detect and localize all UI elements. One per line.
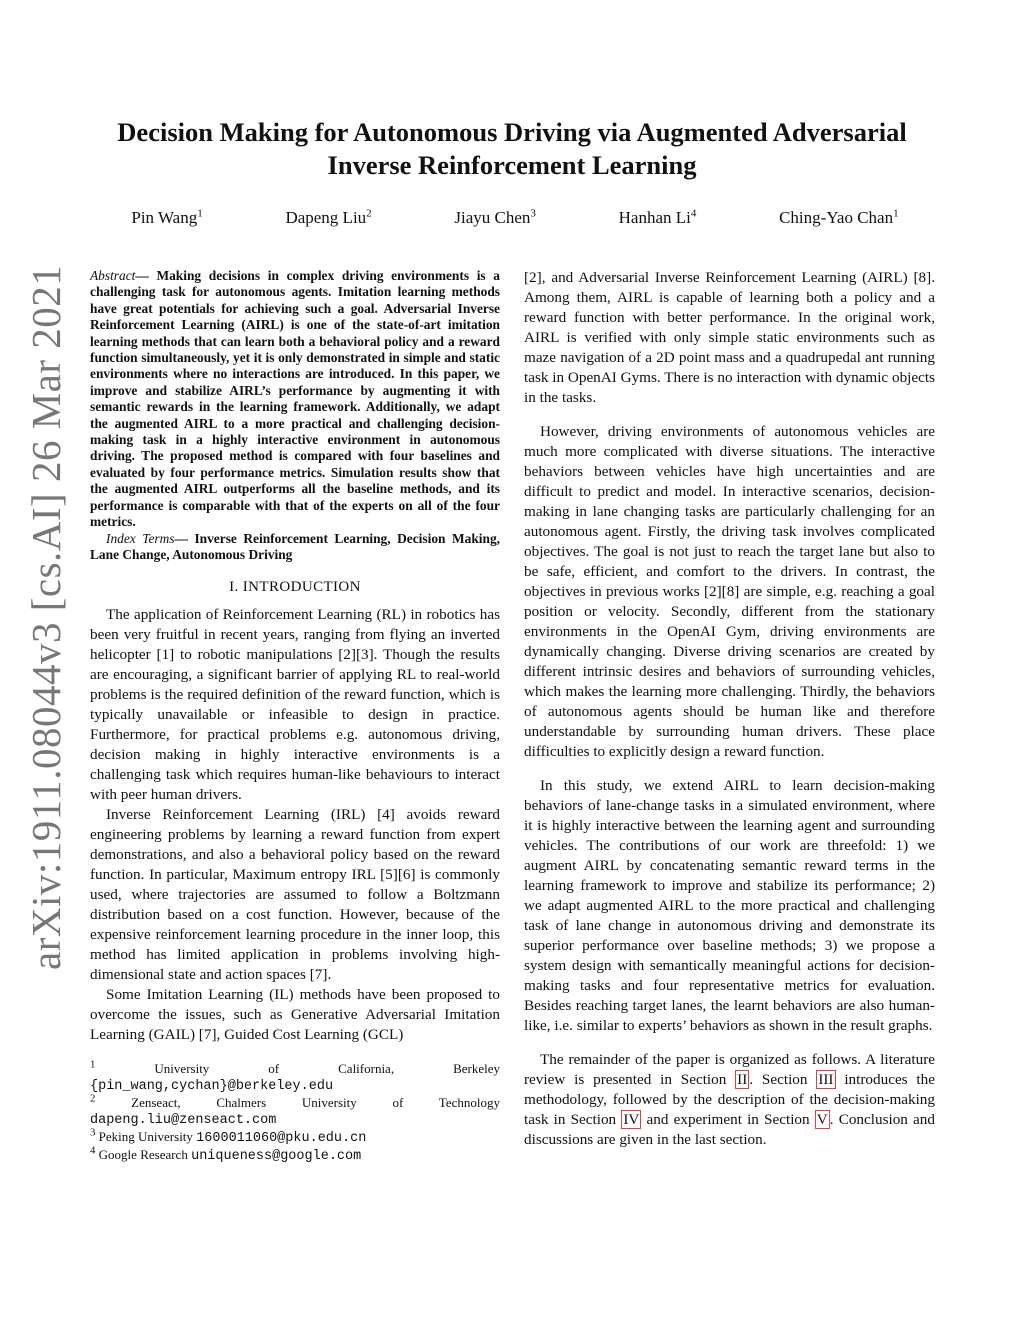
paragraph: Some Imitation Learning (IL) methods have been proposed to overcome the issues, such as Generative Adversarial Imitation Learning (GAIL) [7], Guided Cost Learning (GCL) xyxy=(90,986,500,1044)
author-list xyxy=(90,208,940,228)
footnote: $^4$ Google Research uniqueness@google.com xyxy=(90,1144,362,1165)
footnotes xyxy=(90,1058,500,1165)
paragraph: However, driving environments of autonomous vehicles are much more complicated with diverse situations. The interactive behaviors between vehicles have high uncertainties and are difficult to predict and model. In interactive scenarios, decision-making in lane changing tasks are particularly challenging for an autonomous agent. Firstly, the driving task involves complicated objectives. The goal is not just to reach the target lane but also to be safe, efficient, and comfort to the drivers. In contrast, the objectives in previous works [2][8] are simple, e.g. reaching a goal position or velocity. Secondly, different from the stationary environments in the OpenAI Gym, driving environments are dynamically changing. Diverse driving scenarios are created by different intrinsic desires and behaviors of surrounding vehicles, which makes the learning more challenging. Thirdly, the behaviors of autonomous agents should be human like and therefore understandable by surrounding human drivers. These place difficulties to explicitly design a reward function. xyxy=(524,423,935,760)
paragraph: In this study, we extend AIRL to learn decision-making behaviors of lane-change tasks in a simulated environment, where it is highly interactive between the learning agent and surrounding vehicles. The contributions of our work are threefold: 1) we augment AIRL by concatenating semantic reward terms in the learning framework to improve and stabilize its performance; 2) we adapt augmented AIRL to the more practical and challenging task of lane change in autonomous driving and demonstrate its superior performance over baseline methods; 3) we propose a system design with semantically meaningful actions for decision-making tasks and four representative metrics for evaluation. Besides reaching target lanes, the learnt behaviors are also human-like, i.e. similar to experts’ behaviors as shown in the result graphs. xyxy=(524,777,935,1034)
footnote: $^3$ Peking University 1600011060@pku.edu.cn xyxy=(90,1126,367,1147)
abstract: Abstract— Making decisions in complex driving environments is a challenging task for autonomous agents. Imitation learning methods have great potentials for achieving such a goal. Adversarial Inverse Reinforcement Learning (AIRL) is one of the state-of-art imitation learning methods that can learn both a behavioral policy and a reward function simultaneously, yet it is only demonstrated in simple and static environments where no interactions are introduced. In this paper, we improve and stabilize AIRL’s performance by augmenting it with semantic rewards in the learning framework. Additionally, we adapt the augmented AIRL to a more practical and challenging decision-making task in a highly interactive environment in autonomous driving. The proposed method is compared with four baselines and evaluated by four performance metrics. Simulation results show that the augmented AIRL outperforms all the baseline methods, and its performance is comparable with that of the experts on all of the four metrics. Index Terms— Inverse Reinforcement Learning, Decision Making, Lane Change, Autonomous Driving xyxy=(90,268,500,562)
arxiv-identifier: arXiv:1911.08044v3 [cs.AI] 26 Mar 2021 xyxy=(23,264,69,970)
paragraph: Inverse Reinforcement Learning (IRL) [4] avoids reward engineering problems by learning a reward function from expert demonstrations, and also a behavioral policy based on the reward function. In particular, Maximum entropy IRL [5][6] is commonly used, where trajectories are assumed to follow a Boltzmann distribution based on a cost function. However, because of the expensive reinforcement learning procedure in the inner loop, this method has limited application in problems involving high-dimensional state and action spaces [7]. xyxy=(90,806,500,984)
paragraph: The remainder of the paper is organized as follows. A literature review is presented in Section II . Section III introduces the methodology, followed by the description of the decision-making task in Section IV and experiment in Section V . Conclusion and discussions are given in the last section. xyxy=(524,1051,935,1148)
section-link-v[interactable]: V xyxy=(816,1111,828,1128)
footnote: $^1$ University of California, Berkeley {pin_wang,cychan}@berkeley.edu xyxy=(90,1058,500,1095)
paragraph: [2], and Adversarial Inverse Reinforcement Learning (AIRL) [8]. Among them, AIRL is capable of learning both a policy and a reward function with better performance. In the original work, AIRL is verified with only simple static environments such as maze navigation of a 2D point mass and a quadrupedal ant running task in OpenAI Gyms. There is no interaction with dynamic objects in the tasks. xyxy=(524,269,935,406)
paragraph: The application of Reinforcement Learning (RL) in robotics has been very fruitful in recent years, ranging from flying an inverted helicopter [1] to robotic manipulations [2][3]. Though the results are encouraging, a significant barrier of applying RL to real-world problems is the required definition of the reward function, which is typically unavailable or infeasible to design in practice. Furthermore, for practical problems e.g. autonomous driving, decision making in highly interactive environments is a challenging task which requires human-like behaviours to interact with peer human drivers. xyxy=(90,606,500,804)
left-column xyxy=(90,268,500,1165)
author: Jiayu Chen$^3$ xyxy=(454,207,536,227)
section-heading-introduction: I. INTRODUCTION xyxy=(229,579,361,596)
section-link-ii[interactable]: II xyxy=(737,1071,748,1088)
section-link-iii[interactable]: III xyxy=(818,1071,834,1088)
author: Hanhan Li$^4$ xyxy=(618,207,697,227)
footnote: $^2$ Zenseact, Chalmers University of Technology dapeng.liu@zenseact.com xyxy=(90,1092,500,1129)
author: Ching-Yao Chan$^1$ xyxy=(779,207,899,227)
paper-title: Decision Making for Autonomous Driving via Augmented Adversarial Inverse Reinforcement Learning xyxy=(117,117,907,180)
author: Pin Wang$^1$ xyxy=(131,207,203,227)
section-link-iv[interactable]: IV xyxy=(623,1111,640,1128)
right-column xyxy=(524,268,935,1164)
author: Dapeng Liu$^2$ xyxy=(285,207,372,227)
